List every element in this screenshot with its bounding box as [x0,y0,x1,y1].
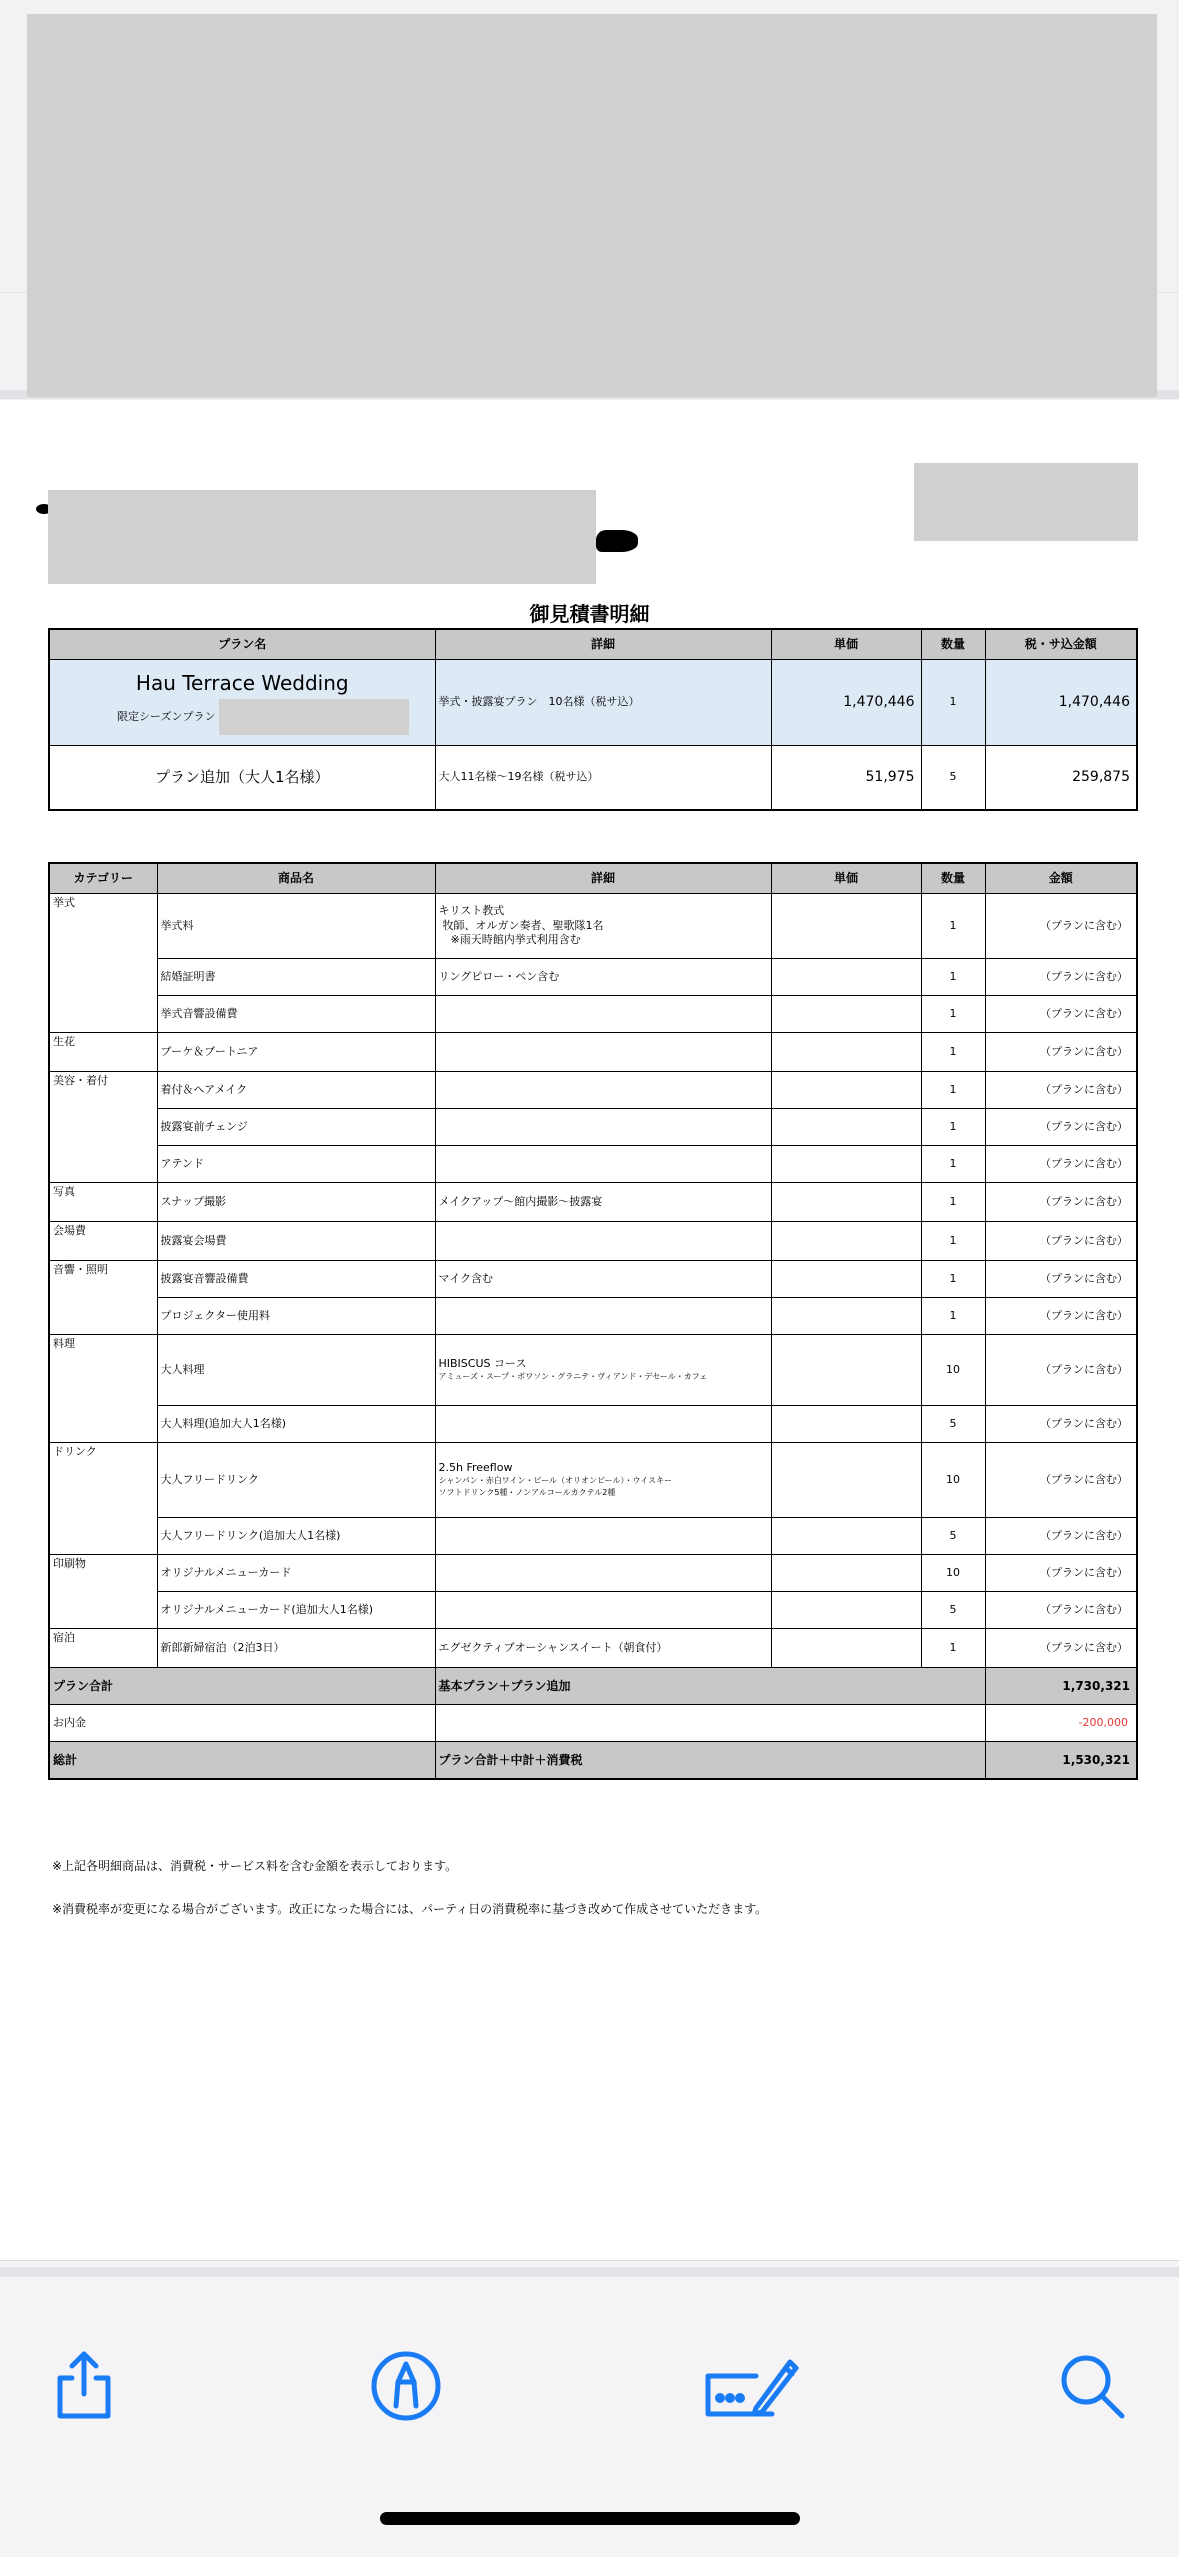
product-name: 披露宴会場費 [157,1222,435,1261]
plan-name: Hau Terrace Wedding [135,671,349,695]
unit-price [771,1406,921,1443]
amount: （プランに含む） [985,1592,1137,1629]
unit-price [771,1298,921,1335]
markup-icon [370,2350,442,2422]
header-category: カテゴリー [49,863,157,894]
item-detail [435,1443,771,1518]
header-detail: 詳細 [435,863,771,894]
product-name: スナップ撮影 [157,1183,435,1222]
table-row [49,1261,1137,1298]
table-row [49,1033,1137,1072]
redaction-scribble [596,530,638,552]
category-cell: 音響・照明 [49,1261,157,1335]
amount: （プランに含む） [985,1629,1137,1668]
plan-total-amount: 1,730,321 [985,1668,1137,1705]
quantity: 5 [921,1518,985,1555]
table-row [49,1222,1137,1261]
item-detail [435,1298,771,1335]
product-name: 披露宴音響設備費 [157,1261,435,1298]
product-name: 大人フリードリンク(追加大人1名様) [157,1518,435,1555]
product-name: 大人料理 [157,1335,435,1406]
quantity: 1 [921,1222,985,1261]
quantity: 1 [921,1183,985,1222]
detail-line: 牧師、オルガン奏者、聖歌隊1名 [442,918,604,932]
amount: （プランに含む） [985,1146,1137,1183]
category-cell: 写真 [49,1183,157,1222]
note-line: ※上記各明細商品は、消費税・サービス料を含む金額を表示しております。 [52,1859,458,1873]
item-detail [435,894,771,959]
detail-line: 2.5h Freeflow [438,1460,513,1474]
header-plan-name: プラン名 [49,629,435,660]
amount: （プランに含む） [985,1183,1137,1222]
plan-amount: 259,875 [985,746,1137,811]
unit-price [771,1555,921,1592]
unit-price [771,1072,921,1109]
deposit-row [49,1705,1137,1742]
product-name: アテンド [157,1146,435,1183]
quantity: 10 [921,1335,985,1406]
plan-quantity: 1 [921,660,985,746]
item-detail [435,1072,771,1109]
header-product: 商品名 [157,863,435,894]
deposit-desc [435,1705,985,1742]
header-amount: 金額 [985,863,1137,894]
unit-price [771,1443,921,1518]
items-table [48,862,1138,1780]
unit-price [771,1335,921,1406]
table-row [49,1629,1137,1668]
product-name: 結婚証明書 [157,959,435,996]
plan-detail: 挙式・披露宴プラン 10名様（税サ込） [435,660,771,746]
share-icon [48,2350,120,2422]
quantity: 5 [921,1592,985,1629]
quantity: 1 [921,894,985,959]
quantity: 1 [921,1072,985,1109]
plan-subtitle-row [117,699,432,735]
unit-price [771,1146,921,1183]
unit-price [771,1629,921,1668]
deposit-label: お内金 [49,1705,435,1742]
item-detail [435,1033,771,1072]
amount: （プランに含む） [985,1109,1137,1146]
item-detail [435,1109,771,1146]
amount: （プランに含む） [985,996,1137,1033]
table-row [49,1298,1137,1335]
product-name: 披露宴前チェンジ [157,1109,435,1146]
amount: （プランに含む） [985,1072,1137,1109]
table-row [49,1146,1137,1183]
plan-name: プラン追加（大人1名様） [49,746,435,811]
deposit-amount: -200,000 [985,1705,1137,1742]
detail-line: HIBISCUS コース [438,1356,527,1370]
item-detail: リングピロー・ペン含む [435,959,771,996]
plan-table-header [49,629,1137,660]
header-quantity: 数量 [921,629,985,660]
unit-price [771,1222,921,1261]
plan-detail: 大人11名様〜19名様（税サ込） [435,746,771,811]
detail-line: キリスト教式 [438,903,505,917]
table-row [49,1555,1137,1592]
plan-quantity: 5 [921,746,985,811]
plan-total-desc: 基本プラン＋プラン追加 [435,1668,985,1705]
signature-button[interactable] [700,2350,800,2422]
unit-price [771,959,921,996]
unit-price [771,894,921,959]
unit-price [771,1592,921,1629]
redacted-recipient-name [48,490,596,584]
grand-total-amount: 1,530,321 [985,1742,1137,1780]
quantity: 1 [921,1109,985,1146]
table-row [49,996,1137,1033]
category-cell: 会場費 [49,1222,157,1261]
markup-button[interactable] [370,2350,442,2422]
search-icon [1056,2350,1128,2422]
detail-small: シャンパン・赤白ワイン・ビール（オリオンビール）・ウイスキー [438,1476,673,1486]
unit-price [771,1518,921,1555]
detail-small: ソフトドリンク5種・ノンアルコールカクテル2種 [438,1488,616,1498]
quantity: 1 [921,1261,985,1298]
table-row [49,1518,1137,1555]
plan-table [48,628,1138,811]
amount: （プランに含む） [985,1518,1137,1555]
item-detail [435,1592,771,1629]
product-name: 着付＆ヘアメイク [157,1072,435,1109]
amount: （プランに含む） [985,1261,1137,1298]
quantity: 1 [921,1146,985,1183]
amount: （プランに含む） [985,1222,1137,1261]
item-detail [435,1146,771,1183]
signature-icon [700,2350,800,2422]
product-name: オリジナルメニューカード [157,1555,435,1592]
quantity: 5 [921,1406,985,1443]
redacted-logo [914,463,1138,541]
category-cell: 宿泊 [49,1629,157,1668]
plan-unit-price: 51,975 [771,746,921,811]
item-detail: メイクアップ〜館内撮影〜披露宴 [435,1183,771,1222]
unit-price [771,1033,921,1072]
grand-total-desc: プラン合計＋中計＋消費税 [435,1742,985,1780]
home-indicator [380,2512,800,2525]
quantity: 1 [921,1298,985,1335]
amount: （プランに含む） [985,959,1137,996]
table-row [49,894,1137,959]
redacted-plan-subtitle [219,699,409,735]
category-cell: 生花 [49,1033,157,1072]
amount: （プランに含む） [985,1406,1137,1443]
item-detail [435,996,771,1033]
plan-amount: 1,470,446 [985,660,1137,746]
amount: （プランに含む） [985,1555,1137,1592]
product-name: 大人フリードリンク [157,1443,435,1518]
quantity: 1 [921,1629,985,1668]
product-name: ブーケ＆ブートニア [157,1033,435,1072]
share-button[interactable] [48,2350,120,2422]
category-cell: ドリンク [49,1443,157,1555]
unit-price [771,1183,921,1222]
product-name: 大人料理(追加大人1名様) [157,1406,435,1443]
table-row [49,1443,1137,1518]
quantity: 1 [921,996,985,1033]
header-unit-price: 単価 [771,629,921,660]
plan-subtitle: 限定シーズンプラン [117,709,216,723]
item-detail [435,1222,771,1261]
category-cell: 印刷物 [49,1555,157,1629]
amount: （プランに含む） [985,1335,1137,1406]
quantity: 1 [921,1033,985,1072]
category-cell: 美容・着付 [49,1072,157,1183]
item-detail [435,1335,771,1406]
search-button[interactable] [1056,2350,1128,2422]
unit-price [771,1109,921,1146]
plan-row [49,746,1137,811]
plan-name-cell [49,660,435,746]
item-detail [435,1518,771,1555]
detail-small: アミューズ・スープ・ポワソン・グラニテ・ヴィアンド・デセール・カフェ [438,1372,708,1382]
quantity: 10 [921,1555,985,1592]
category-cell: 挙式 [49,894,157,1033]
redacted-region-header [27,14,1157,397]
quantity: 1 [921,959,985,996]
amount: （プランに含む） [985,1033,1137,1072]
table-row [49,1072,1137,1109]
header-amount: 税・サ込金額 [985,629,1137,660]
item-detail: マイク含む [435,1261,771,1298]
toolbar-separator [0,2267,1179,2277]
header-unit-price: 単価 [771,863,921,894]
note-line: ※消費税率が変更になる場合がございます。改正になった場合には、パーティ日の消費税率に基づき改めて作成させていただきます。 [52,1902,768,1916]
amount: （プランに含む） [985,1443,1137,1518]
unit-price [771,996,921,1033]
notes [52,1845,767,1931]
unit-price [771,1261,921,1298]
table-row [49,1592,1137,1629]
product-name: 挙式料 [157,894,435,959]
category-cell: 料理 [49,1335,157,1443]
product-name: プロジェクター使用料 [157,1298,435,1335]
plan-total-label: プラン合計 [49,1668,435,1705]
table-row [49,959,1137,996]
detail-line: ※雨天時館内挙式利用含む [450,933,581,947]
amount: （プランに含む） [985,894,1137,959]
amount: （プランに含む） [985,1298,1137,1335]
product-name: オリジナルメニューカード(追加大人1名様) [157,1592,435,1629]
table-row [49,1183,1137,1222]
product-name: 新郎新婦宿泊（2泊3日） [157,1629,435,1668]
item-detail [435,1555,771,1592]
product-name: 挙式音響設備費 [157,996,435,1033]
table-row [49,1406,1137,1443]
table-row [49,1109,1137,1146]
header-quantity: 数量 [921,863,985,894]
header-detail: 詳細 [435,629,771,660]
plan-unit-price: 1,470,446 [771,660,921,746]
grand-total-label: 総計 [49,1742,435,1780]
grand-total-row [49,1742,1137,1780]
items-table-header [49,863,1137,894]
document-title: 御見積書明細 [529,602,650,626]
item-detail: エグゼクティブオーシャンスイート（朝食付） [435,1629,771,1668]
plan-total-row [49,1668,1137,1705]
table-row [49,1335,1137,1406]
quantity: 10 [921,1443,985,1518]
item-detail [435,1406,771,1443]
plan-row [49,660,1137,746]
